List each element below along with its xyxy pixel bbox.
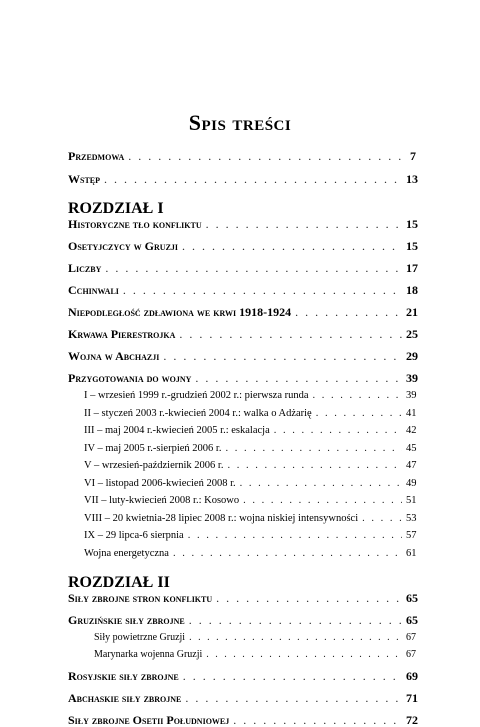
dot-leader bbox=[243, 496, 402, 507]
toc-entry-page: 65 bbox=[406, 613, 418, 627]
dot-leader bbox=[179, 328, 402, 340]
dot-leader bbox=[128, 150, 402, 162]
toc-entry-label: Marynarka wojenna Gruzji bbox=[94, 649, 203, 660]
toc-entry-label: Siły zbrojne Osetii Południowej bbox=[68, 713, 230, 727]
toc-entry-label: IV – maj 2005 r.-sierpień 2006 r. bbox=[84, 442, 222, 454]
toc-entry-label: Rosyjskie siły zbrojne bbox=[68, 669, 179, 683]
toc-subentry bbox=[68, 650, 416, 660]
dot-leader bbox=[225, 444, 402, 455]
dot-leader bbox=[316, 409, 402, 420]
toc-entry-page: 67 bbox=[406, 632, 416, 643]
toc-entry-label: III – maj 2004 r.-kwiecień 2005 r.: eskalacja bbox=[84, 425, 270, 436]
toc-entry bbox=[68, 284, 416, 296]
toc-subentry bbox=[68, 514, 416, 525]
toc-entry-page: 13 bbox=[406, 172, 418, 186]
toc-entry bbox=[68, 614, 416, 626]
dot-leader bbox=[295, 306, 402, 318]
toc-subentry bbox=[68, 531, 416, 542]
toc-entry bbox=[68, 350, 416, 362]
dot-leader bbox=[189, 633, 402, 643]
toc-entry-page: 71 bbox=[406, 691, 418, 705]
toc-entry-label: Siły zbrojne stron konfliktu bbox=[68, 591, 213, 605]
dot-leader bbox=[362, 514, 402, 525]
toc-entry bbox=[68, 150, 416, 162]
toc-entry-label: VII – luty-kwiecień 2008 r.: Kosowo bbox=[84, 495, 240, 506]
dot-leader bbox=[227, 461, 402, 472]
toc-entry-label: Gruzińskie siły zbrojne bbox=[68, 613, 185, 627]
toc-entry bbox=[68, 262, 416, 274]
toc-entry bbox=[68, 372, 416, 384]
toc-entry-label: II – styczeń 2003 r.-kwiecień 2004 r.: walka o Adżarię bbox=[84, 407, 312, 419]
toc-entry-label: V – wrzesień-październik 2006 r. bbox=[84, 460, 224, 471]
toc-entry bbox=[68, 306, 416, 318]
toc-entry bbox=[68, 218, 416, 230]
toc-entry-page: 29 bbox=[406, 349, 418, 363]
toc-entry-label: Historyczne tło konfliktu bbox=[68, 217, 202, 231]
toc-entry-page: 18 bbox=[406, 283, 418, 297]
toc-entry bbox=[68, 670, 416, 682]
chapter-heading: ROZDZIAŁ II bbox=[68, 574, 170, 591]
toc-entry-page: 42 bbox=[406, 425, 417, 436]
dot-leader bbox=[233, 714, 402, 726]
toc-entry bbox=[68, 328, 416, 340]
toc-entry-page: 7 bbox=[410, 149, 416, 163]
dot-leader bbox=[195, 372, 402, 384]
dot-leader bbox=[206, 218, 402, 230]
dot-leader bbox=[188, 531, 402, 542]
dot-leader bbox=[206, 650, 402, 660]
dot-leader bbox=[274, 426, 402, 437]
dot-leader bbox=[123, 284, 402, 296]
toc-entry-page: 39 bbox=[406, 390, 417, 401]
toc-entry-page: 61 bbox=[406, 547, 417, 559]
toc-entry-page: 45 bbox=[406, 442, 417, 454]
dot-leader bbox=[216, 592, 402, 604]
toc-subentry bbox=[68, 633, 416, 643]
toc-entry bbox=[68, 692, 416, 704]
toc-entry-label: Niepodległość zdławiona we krwi 1918-1924 bbox=[68, 305, 292, 319]
toc-entry-label: VI – listopad 2006-kwiecień 2008 r. bbox=[84, 477, 236, 489]
toc-entry-page: 25 bbox=[406, 327, 418, 341]
dot-leader bbox=[163, 350, 402, 362]
toc-entry bbox=[68, 173, 416, 185]
toc-subentry bbox=[68, 461, 416, 472]
toc-entry-label: Wojna w Abchazji bbox=[68, 349, 160, 363]
toc-entry-page: 69 bbox=[406, 669, 418, 683]
toc-entry-page: 39 bbox=[406, 371, 418, 385]
toc-entry-label: Krwawa Pierestrojka bbox=[68, 327, 176, 341]
toc-entry-label: Osetyjczycy w Gruzji bbox=[68, 239, 179, 253]
toc-entry-label: Liczby bbox=[68, 261, 102, 275]
toc-entry-page: 72 bbox=[406, 713, 418, 727]
toc-entry-label: Przygotowania do wojny bbox=[68, 371, 192, 385]
toc-entry-page: 51 bbox=[406, 495, 417, 506]
toc-subentry bbox=[68, 409, 416, 420]
toc-entry bbox=[68, 240, 416, 252]
dot-leader bbox=[185, 692, 402, 704]
toc-entry-label: Cchinwali bbox=[68, 283, 119, 297]
toc-entry-label: Przedmowa bbox=[68, 149, 125, 163]
chapter-heading: ROZDZIAŁ I bbox=[68, 200, 164, 217]
toc-entry-label: Abchaskie siły zbrojne bbox=[68, 691, 182, 705]
toc-entry-page: 47 bbox=[406, 460, 417, 471]
dot-leader bbox=[173, 549, 402, 560]
dot-leader bbox=[240, 479, 402, 490]
toc-subentry bbox=[68, 444, 416, 455]
toc-entry-page: 15 bbox=[406, 239, 418, 253]
toc-subentry bbox=[68, 496, 416, 507]
toc-entry-label: VIII – 20 kwietnia-28 lipiec 2008 r.: wojna niskiej intensywności bbox=[84, 512, 359, 524]
toc-entry-page: 17 bbox=[406, 261, 418, 275]
dot-leader bbox=[183, 670, 402, 682]
toc-entry-page: 57 bbox=[406, 530, 417, 541]
table-of-contents bbox=[68, 150, 416, 726]
toc-entry bbox=[68, 714, 416, 726]
toc-entry-page: 21 bbox=[406, 305, 418, 319]
dot-leader bbox=[182, 240, 402, 252]
toc-entry-page: 41 bbox=[406, 407, 417, 419]
dot-leader bbox=[104, 173, 402, 185]
toc-entry-page: 49 bbox=[406, 477, 417, 489]
toc-entry-label: Wojna energetyczna bbox=[84, 547, 169, 559]
dot-leader bbox=[105, 262, 402, 274]
toc-entry-label: I – wrzesień 1999 r.-grudzień 2002 r.: pierwsza runda bbox=[84, 390, 309, 401]
toc-entry-page: 53 bbox=[406, 512, 417, 524]
toc-entry-label: Siły powietrzne Gruzji bbox=[94, 632, 186, 643]
toc-subentry bbox=[68, 426, 416, 437]
toc-subentry bbox=[68, 479, 416, 490]
dot-leader bbox=[189, 614, 402, 626]
toc-entry-page: 65 bbox=[406, 591, 418, 605]
toc-subentry bbox=[68, 549, 416, 560]
page-title: Spis treści bbox=[188, 110, 292, 135]
toc-entry-page: 15 bbox=[406, 217, 418, 231]
toc-entry-label: IX – 29 lipca-6 sierpnia bbox=[84, 530, 184, 541]
toc-subentry bbox=[68, 391, 416, 402]
toc-entry-label: Wstęp bbox=[68, 172, 101, 186]
dot-leader bbox=[313, 391, 402, 402]
toc-entry-page: 67 bbox=[406, 649, 416, 660]
toc-entry bbox=[68, 592, 416, 604]
